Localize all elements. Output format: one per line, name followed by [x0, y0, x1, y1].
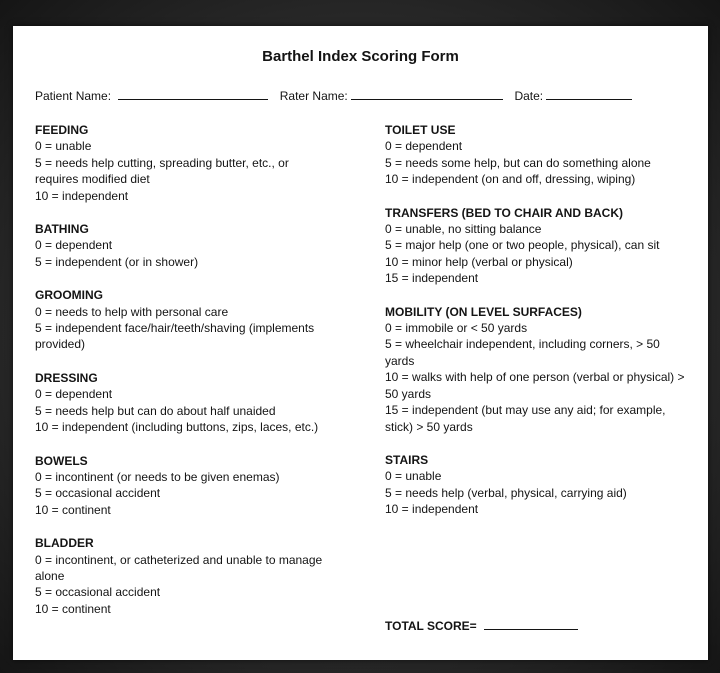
- score-option: 5 = major help (one or two people, physical), can sit: [385, 238, 660, 253]
- score-option: 10 = independent (including buttons, zips, laces, etc.): [35, 420, 319, 435]
- section-title: BLADDER: [35, 536, 94, 551]
- score-option: 0 = dependent: [385, 139, 463, 154]
- score-option: 10 = walks with help of one person (verbal or physical) > 50 yards: [385, 370, 685, 401]
- rater-name-field[interactable]: [280, 88, 503, 103]
- score-option: 0 = incontinent, or catheterized and unable to manage alone: [35, 552, 323, 583]
- score-option: 5 = needs help cutting, spreading butter, etc., or requires modified diet: [35, 155, 289, 187]
- score-option: 0 = dependent: [35, 238, 113, 253]
- score-option: 5 = needs help but can do about half unaided: [35, 403, 276, 418]
- header-fields: [35, 88, 695, 103]
- score-option: 5 = independent face/hair/teeth/shaving (implements provided): [35, 321, 315, 352]
- score-option: 5 = needs help (verbal, physical, carrying aid): [385, 485, 627, 500]
- date-blank[interactable]: [546, 88, 632, 100]
- patient-name-field[interactable]: [35, 88, 268, 103]
- section-title: TRANSFERS (BED TO CHAIR AND BACK): [385, 205, 623, 220]
- score-option: 0 = immobile or < 50 yards: [385, 321, 528, 336]
- total-score-field[interactable]: [385, 618, 578, 633]
- section-dressing: [35, 370, 335, 436]
- score-option: 10 = minor help (verbal or physical): [385, 254, 573, 269]
- score-option: 0 = unable: [35, 139, 92, 154]
- left-column: [35, 122, 335, 634]
- section-mobility-on-level-surfaces: [385, 304, 690, 435]
- section-title: GROOMING: [35, 288, 103, 303]
- rater-name-blank[interactable]: [351, 88, 503, 100]
- form-sheet: [13, 26, 708, 660]
- section-title: TOILET USE: [385, 123, 456, 137]
- section-grooming: [35, 287, 335, 353]
- score-option: 10 = independent: [385, 502, 479, 517]
- score-option: 15 = independent (but may use any aid; for example, stick) > 50 yards: [385, 403, 666, 434]
- section-bathing: [35, 221, 335, 270]
- score-option: 0 = unable, no sitting balance: [385, 222, 542, 237]
- section-title: STAIRS: [385, 452, 429, 467]
- section-title: FEEDING: [35, 123, 89, 137]
- score-option: 0 = unable: [385, 469, 442, 484]
- date-label: Date:: [514, 89, 544, 103]
- section-title: MOBILITY (ON LEVEL SURFACES): [385, 304, 582, 319]
- patient-name-label: Patient Name:: [35, 89, 112, 103]
- section-feeding: [35, 122, 335, 204]
- section-stairs: [385, 452, 690, 518]
- score-option: 5 = independent (or in shower): [35, 254, 199, 269]
- score-option: 0 = dependent: [35, 387, 113, 402]
- score-option: 0 = needs to help with personal care: [35, 304, 229, 319]
- score-option: 10 = continent: [35, 601, 111, 616]
- rater-name-label: Rater Name:: [279, 89, 348, 103]
- section-title: DRESSING: [35, 370, 98, 385]
- section-transfers-bed-to-chair-and-back: [385, 205, 690, 287]
- score-option: 0 = incontinent (or needs to be given enemas): [35, 469, 280, 484]
- score-option: 5 = needs some help, but can do something alone: [385, 155, 651, 170]
- right-column: [385, 122, 690, 535]
- score-option: 10 = independent (on and off, dressing, wiping): [385, 172, 636, 187]
- section-title: BATHING: [35, 222, 89, 237]
- date-field[interactable]: [514, 88, 632, 103]
- score-option: 5 = occasional accident: [35, 585, 161, 600]
- section-bowels: [35, 453, 335, 519]
- total-score-label: TOTAL SCORE=: [385, 619, 477, 633]
- score-option: 10 = continent: [35, 502, 111, 517]
- patient-name-blank[interactable]: [118, 88, 268, 100]
- score-option: 15 = independent: [385, 271, 479, 286]
- total-score-blank[interactable]: [484, 618, 578, 630]
- score-option: 5 = occasional accident: [35, 486, 161, 501]
- section-toilet-use: [385, 122, 690, 188]
- section-bladder: [35, 535, 335, 617]
- section-title: BOWELS: [35, 453, 88, 468]
- form-title: Barthel Index Scoring Form: [262, 48, 459, 65]
- score-option: 10 = independent: [35, 188, 129, 203]
- score-option: 5 = wheelchair independent, including corners, > 50 yards: [385, 337, 660, 368]
